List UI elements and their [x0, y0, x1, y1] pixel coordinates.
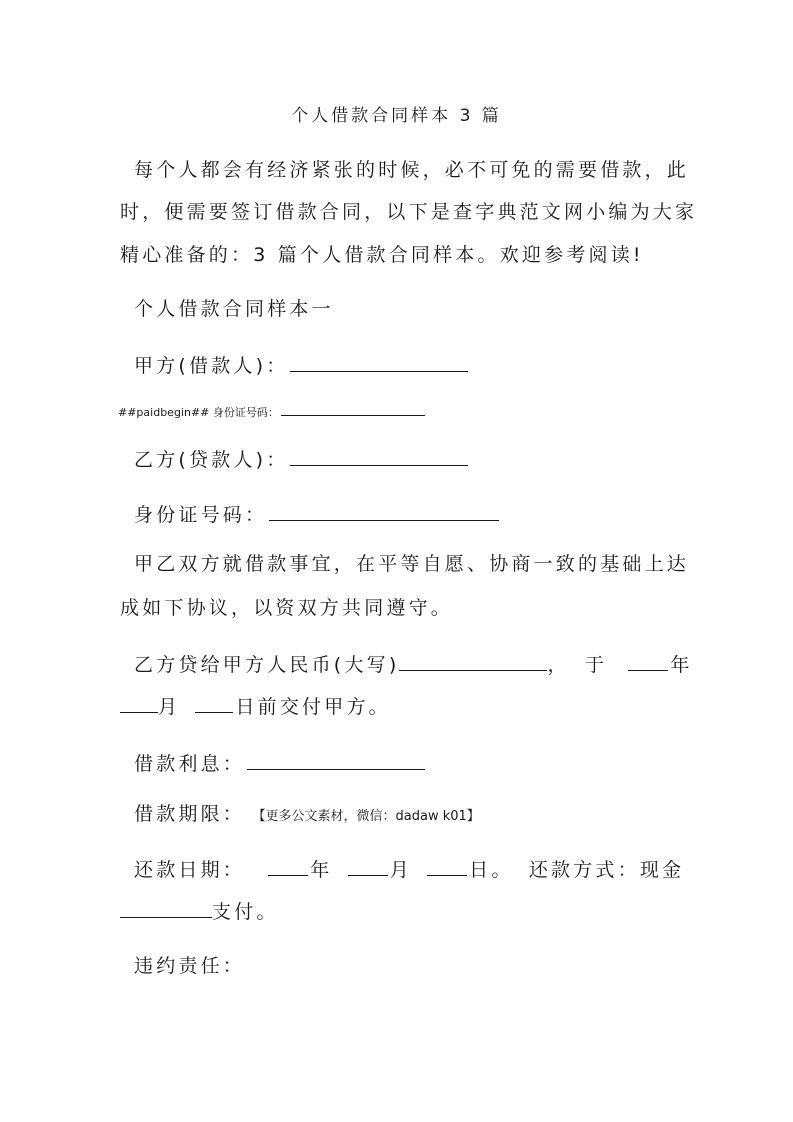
promo-note: 【更多公文素材，微信：dadaw k01】	[259, 809, 480, 824]
interest-row	[134, 751, 427, 776]
repayment-line-1	[134, 857, 684, 882]
paid-marker-tag: ##paidbegin##	[118, 406, 210, 419]
repayment-method-blank[interactable]	[120, 899, 212, 918]
agreement-line-2	[120, 596, 453, 620]
repayment-date-label: 还款日期：	[134, 859, 246, 881]
repayment-day-label: 日。	[469, 859, 514, 881]
intro-text-1: 每个人都会有经济紧张的时候，必不可免的需要借款，此	[134, 159, 690, 181]
intro-line-3	[120, 243, 644, 267]
intro-line-1	[134, 158, 689, 182]
intro-text-2: 时，便需要签订借款合同，以下是查字典范文网小编为大家	[120, 201, 698, 223]
loan-clause-line-2	[120, 694, 391, 719]
section-heading	[134, 297, 334, 321]
paid-marker-row	[118, 405, 427, 420]
loan-month-blank[interactable]	[120, 694, 158, 713]
document-title: 个人借款合同样本 3 篇	[291, 106, 502, 126]
party-b-row	[134, 447, 470, 472]
party-b-blank[interactable]	[290, 447, 468, 466]
repayment-method-label: 还款方式：现金	[528, 859, 685, 881]
loan-amount-blank[interactable]	[399, 652, 547, 671]
party-b-label: 乙方(贷款人)：	[134, 449, 289, 471]
loan-on-label: 于	[584, 654, 608, 676]
loan-year-blank[interactable]	[628, 652, 668, 671]
paid-marker-id-label: 身份证号码：	[212, 406, 279, 419]
agreement-text-1: 甲乙双方就借款事宜，在平等自愿、协商一致的基础上达	[134, 553, 690, 575]
section-heading-text: 个人借款合同样本一	[134, 298, 334, 320]
repayment-year-label: 年	[310, 859, 333, 881]
repayment-day-blank[interactable]	[427, 857, 467, 876]
agreement-text-2: 成如下协议，以资双方共同遵守。	[120, 597, 454, 619]
intro-text-3: 精心准备的：3 篇个人借款合同样本。欢迎参考阅读!	[120, 244, 644, 266]
loan-month-label: 月	[158, 696, 181, 718]
loan-clause-line-1	[134, 652, 693, 677]
repayment-year-blank[interactable]	[268, 857, 308, 876]
agreement-line-1	[134, 552, 689, 576]
loan-amount-label: 乙方贷给甲方人民币(大写)	[134, 654, 400, 676]
breach-row	[134, 954, 245, 978]
repayment-method-suffix: 支付。	[212, 901, 279, 923]
party-a-label: 甲方(借款人)：	[134, 355, 289, 377]
breach-label: 违约责任：	[134, 955, 246, 977]
id-number-label: 身份证号码：	[134, 504, 268, 526]
term-label: 借款期限：	[134, 803, 246, 825]
repayment-line-2	[120, 899, 279, 924]
id-number-row	[134, 502, 501, 527]
party-a-blank[interactable]	[290, 353, 468, 372]
id-number-blank[interactable]	[269, 502, 499, 521]
loan-year-label: 年	[670, 654, 693, 676]
term-row	[134, 802, 480, 829]
loan-day-label: 日前交付甲方。	[235, 696, 391, 718]
intro-line-2	[120, 200, 697, 224]
loan-day-blank[interactable]	[195, 694, 233, 713]
party-a-row	[134, 353, 470, 378]
loan-comma: ，	[547, 654, 570, 676]
paid-marker-id-blank[interactable]	[281, 405, 425, 416]
repayment-month-label: 月	[389, 859, 412, 881]
interest-label: 借款利息：	[134, 753, 246, 775]
repayment-month-blank[interactable]	[348, 857, 388, 876]
interest-blank[interactable]	[247, 751, 425, 770]
